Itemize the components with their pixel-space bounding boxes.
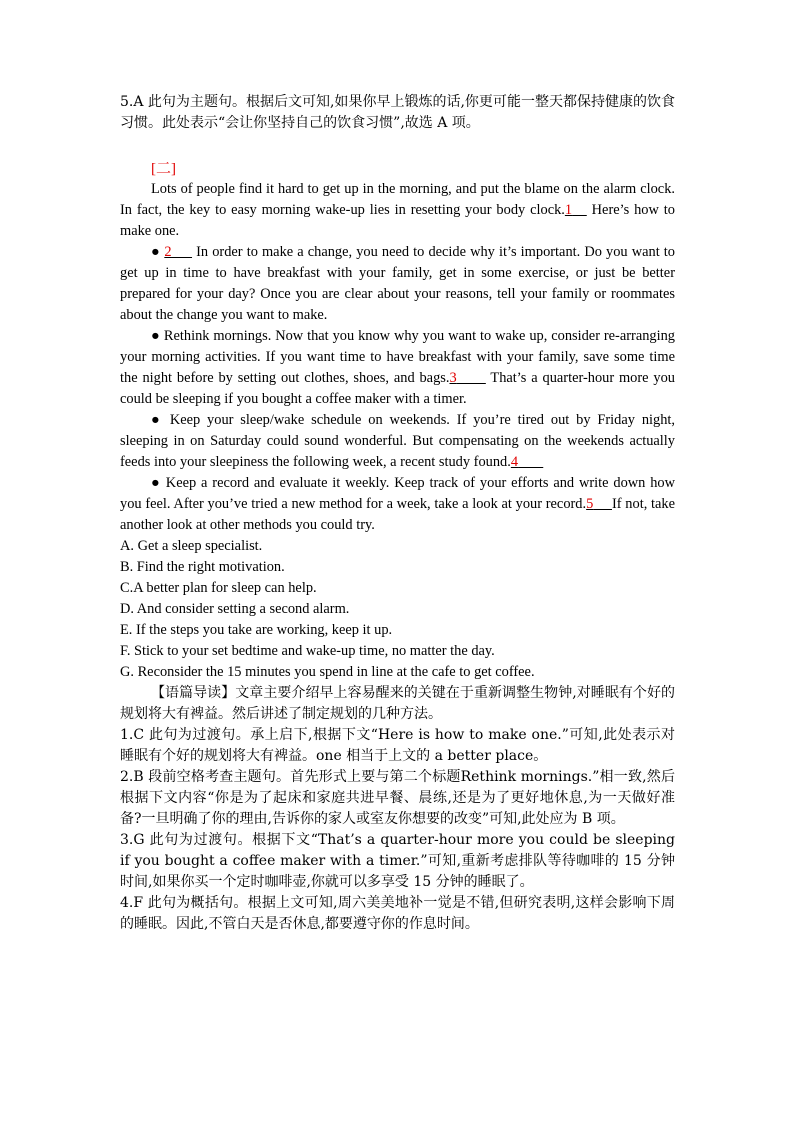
reading-guide: 【语篇导读】文章主要介绍早上容易醒来的关键在于重新调整生物钟,对睡眠有个好的规划将大有裨益。然后讲述了制定规划的几种方法。	[120, 685, 675, 722]
p3-text: ● Rethink mornings. Now that you know why you want to wake up, consider re-arranging your morning activities. If you want time to have breakfast with your family, save some time the night before by setting out clothes, shoes, and bags.	[120, 328, 675, 386]
answer-4: 4.F 此句为概括句。根据上文可知,周六美美地补一觉是不错,但研究表明,这样会影响下周的睡眠。因此,不管白天是否休息,都要遵守你的作息时间。	[120, 895, 675, 932]
p2-text: In order to make a change, you need to decide why it’s important. Do you want to get up in time to have breakfast with your family, get in some exercise, or just be better prepared for your day? Once you are clear about your reasons, tell your family or roommates about the change you want to make.	[120, 244, 675, 323]
option-d: D. And consider setting a second alarm.	[120, 601, 350, 617]
p1-after: Here’s how to make one.	[120, 202, 675, 239]
blank-5: 5	[586, 496, 594, 512]
p5-text: ● Keep a record and evaluate it weekly. Keep track of your efforts and write down how you feel. After you’ve tried a new method for a week, take a look at your record.	[120, 475, 675, 512]
p1-text: Lots of people find it hard to get up in the morning, and put the blame on the alarm clock. In fact, the key to easy morning wake-up lies in resetting your body clock.	[120, 181, 675, 218]
p5-after: If not, take another look at other methods you could try.	[120, 496, 675, 533]
answer-2: 2.B 段前空格考查主题句。首先形式上要与第二个标题Rethink mornings.”相一致,然后根据下文内容“你是为了起床和家庭共进早餐、晨练,还是为了更好地休息,为一天做好准备?一旦明确了你的理由,告诉你的家人或室友你想要的改变”可知,此处应为 B 项。	[120, 769, 675, 827]
option-b: B. Find the right motivation.	[120, 559, 285, 575]
answer-explanations	[120, 725, 675, 935]
explanation-5: 5.A 此句为主题句。根据后文可知,如果你早上锻炼的话,你更可能一整天都保持健康的饮食习惯。此处表示“会让你坚持自己的饮食习惯”,故选 A 项。	[120, 94, 675, 131]
answer-1: 1.C 此句为过渡句。承上启下,根据下文“Here is how to make one.”可知,此处表示对睡眠有个好的规划将大有裨益。one 相当于上文的 a better place。	[120, 727, 675, 764]
blank-2: 2	[164, 244, 172, 260]
passage-paragraph-2	[120, 242, 675, 326]
passage-paragraph-3	[120, 326, 675, 410]
answer-3: 3.G 此句为过渡句。根据下文“That’s a quarter-hour more you could be sleeping if you bought a coffee maker with a timer.”可知,重新考虑排队等待咖啡的 15 分钟时间,如果你买一个定时咖啡壶,你就可以多享受 15 分钟的睡眠了。	[120, 832, 675, 890]
section-heading: [二]	[151, 161, 176, 177]
option-a: A. Get a sleep specialist.	[120, 538, 263, 554]
option-c: C.A better plan for sleep can help.	[120, 580, 317, 596]
document-page	[120, 92, 675, 935]
passage-paragraph-5	[120, 473, 675, 536]
options-list	[120, 536, 675, 683]
blank-3: 3	[449, 370, 457, 386]
option-g: G. Reconsider the 15 minutes you spend in line at the cafe to get coffee.	[120, 664, 535, 680]
p4-text: ● Keep your sleep/wake schedule on weekends. If you’re tired out by Friday night, sleeping in on Saturday could sound wonderful. But compensating on the weekends actually feeds into your sleepiness the following week, a recent study found.	[120, 412, 675, 470]
option-f: F. Stick to your set bedtime and wake-up time, no matter the day.	[120, 643, 495, 659]
bullet: ●	[151, 244, 165, 260]
option-e: E. If the steps you take are working, keep it up.	[120, 622, 393, 638]
blank-1: 1	[564, 202, 573, 218]
p3-after: That’s a quarter-hour more you could be sleeping if you bought a coffee maker with a timer.	[120, 370, 675, 407]
blank-4: 4	[510, 454, 519, 470]
passage-paragraph-4	[120, 410, 675, 473]
passage-paragraph-1	[120, 179, 675, 242]
